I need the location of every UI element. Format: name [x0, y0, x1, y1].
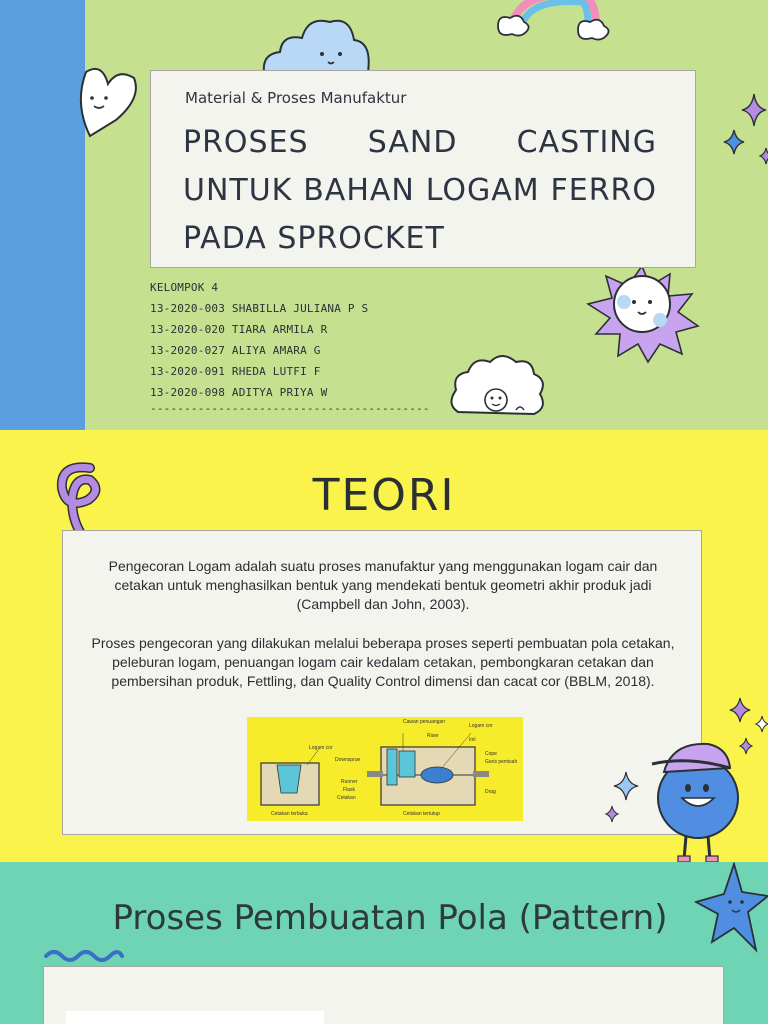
label-inti: Inti: [469, 737, 476, 743]
member-3: 13-2020-027 ALIYA AMARA G: [150, 344, 321, 357]
label-flask: Flask: [343, 787, 355, 793]
sheep-icon: [446, 352, 550, 430]
theory-slide: [0, 430, 768, 862]
title-card: [150, 70, 696, 268]
label-tertutup: Cetakan tertutup: [403, 811, 440, 817]
sun-icon: [582, 264, 702, 364]
member-4: 13-2020-091 RHEDA LUTFI F: [150, 365, 321, 378]
cloud-icon: [258, 12, 374, 74]
label-logam-cor-right: Logam cor: [469, 723, 493, 729]
label-downsprue: Downsprue: [335, 757, 361, 763]
label-terbuka: Cetakan terbuka: [271, 811, 308, 817]
pattern-image-placeholder: [66, 1011, 324, 1024]
wave-icon: [44, 948, 124, 964]
label-drag: Drag: [485, 789, 496, 795]
title-slide: [0, 0, 768, 430]
rainbow-icon: [492, 0, 616, 52]
presentation-title: PROSES SAND CASTING UNTUK BAHAN LOGAM FERRO PADA SPROCKET: [183, 125, 657, 256]
label-cope: Cope: [485, 751, 497, 757]
pattern-title: Proses Pembuatan Pola (Pattern): [112, 898, 668, 938]
member-1: 13-2020-003 SHABILLA JULIANA P S: [150, 302, 369, 315]
pattern-card: [43, 966, 724, 1024]
pattern-slide: [0, 862, 768, 1024]
sparkle-icon: [602, 770, 646, 830]
heart-icon: [76, 64, 140, 138]
member-2: 13-2020-020 TIARA ARMILA R: [150, 323, 328, 336]
theory-title: TEORI: [312, 470, 456, 521]
casting-diagram: [247, 717, 523, 821]
group-label: KELOMPOK 4: [150, 281, 219, 294]
side-strip: [0, 0, 85, 430]
theory-paragraph-1: Pengecoran Logam adalah suatu proses manufaktur yang menggunakan logam cair dan cetakan untuk menghasilkan bentuk yang mendekati bentuk geometri akhir produk jadi (Campbell dan John, 2003).: [108, 558, 658, 612]
label-runner: Runner: [341, 779, 358, 785]
star-icon: [694, 862, 768, 954]
ball-character-icon: [648, 742, 748, 862]
label-logam-cor-left: Logam cor: [309, 745, 333, 751]
label-cetakan: Cetakan: [337, 795, 356, 801]
member-5: 13-2020-098 ADITYA PRIYA W: [150, 386, 328, 399]
label-riser: Riser: [427, 733, 439, 739]
member-divider: -----------------------------------------: [150, 402, 430, 415]
course-subtitle: Material & Proses Manufaktur: [185, 89, 407, 107]
sparkle-icon: [720, 90, 768, 170]
theory-paragraph-2: Proses pengecoran yang dilakukan melalui beberapa proses seperti pembuatan pola cetakan, peleburan logam, penuangan logam cair kedalam cetakan, pembongkaran cetakan dan pembersihan produk, Fettling, dan Quality Control dimensi dan cacat cor (BBLM, 2018).: [91, 635, 675, 689]
label-garis: Garis pemisah: [485, 759, 518, 765]
sand-casting-figure: [247, 717, 523, 821]
label-cawan: Cawan penuangan: [403, 719, 445, 725]
